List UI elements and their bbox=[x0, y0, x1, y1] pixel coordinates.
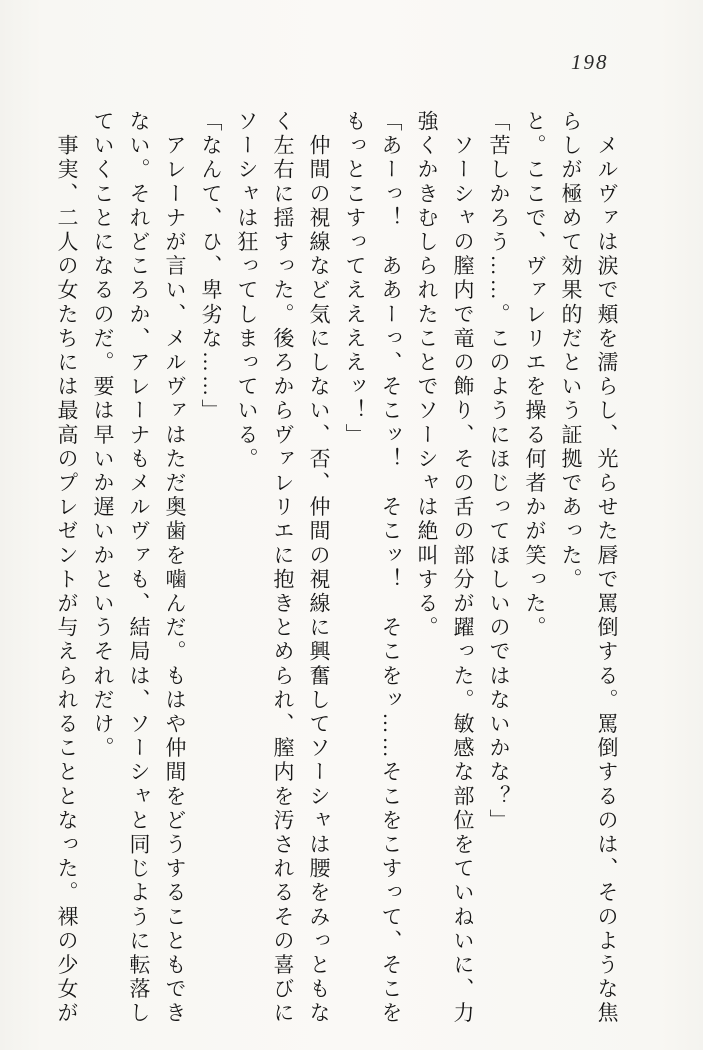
text-column-1: メルヴァは涙で頬を濡らし、光らせた唇で罵倒する。罵倒するのは、そのような焦 bbox=[595, 110, 619, 1026]
text-column-6: 強くかきむしられたことでソーシャは絶叫する。 bbox=[415, 110, 439, 641]
text-column-14: ない。それどころか、アレーナもメルヴァも、結局は、ソーシャと同じように転落し bbox=[127, 110, 151, 1026]
text-column-15: ていくことになるのだ。要は早いか遅いかというそれだけ。 bbox=[91, 110, 115, 761]
text-column-10: く左右に揺すった。後ろからヴァレリエに抱きとめられ、膣内を汚されるその喜びに bbox=[271, 110, 295, 1026]
page-number: 198 bbox=[571, 50, 609, 74]
body-text bbox=[49, 110, 625, 1038]
text-column-13: アレーナが言い、メルヴァはただ奥歯を噛んだ。もはや仲間をどうすることもでき bbox=[163, 110, 187, 1026]
text-column-5: ソーシャの膣内で竜の飾り、その舌の部分が躍った。敏感な部位をていねいに、力 bbox=[451, 110, 475, 1026]
text-column-7: 「あーっ！ ああーっ、そこッ！ そこッ！ そこをッ……そこをこすって、そこを bbox=[379, 110, 403, 1026]
text-column-3: と。ここで、ヴァレリエを操る何者かが笑った。 bbox=[523, 110, 547, 641]
text-column-12: 「なんて、ひ、卑劣な……」 bbox=[199, 110, 223, 424]
text-column-9: 仲間の視線など気にしない、否、仲間の視線に興奮してソーシャは腰をみっともな bbox=[307, 110, 331, 1026]
text-column-2: らしが極めて効果的だという証拠であった。 bbox=[559, 110, 583, 592]
text-column-11: ソーシャは狂ってしまっている。 bbox=[235, 110, 259, 472]
text-column-16: 事実、二人の女たちには最高のプレゼントが与えられることとなった。裸の少女が bbox=[55, 110, 79, 1026]
text-column-4: 「苦しかろう……。このようにほじってほしいのではないかな？」 bbox=[487, 110, 511, 833]
text-column-8: もっとこすってええええッ！」 bbox=[343, 110, 367, 448]
